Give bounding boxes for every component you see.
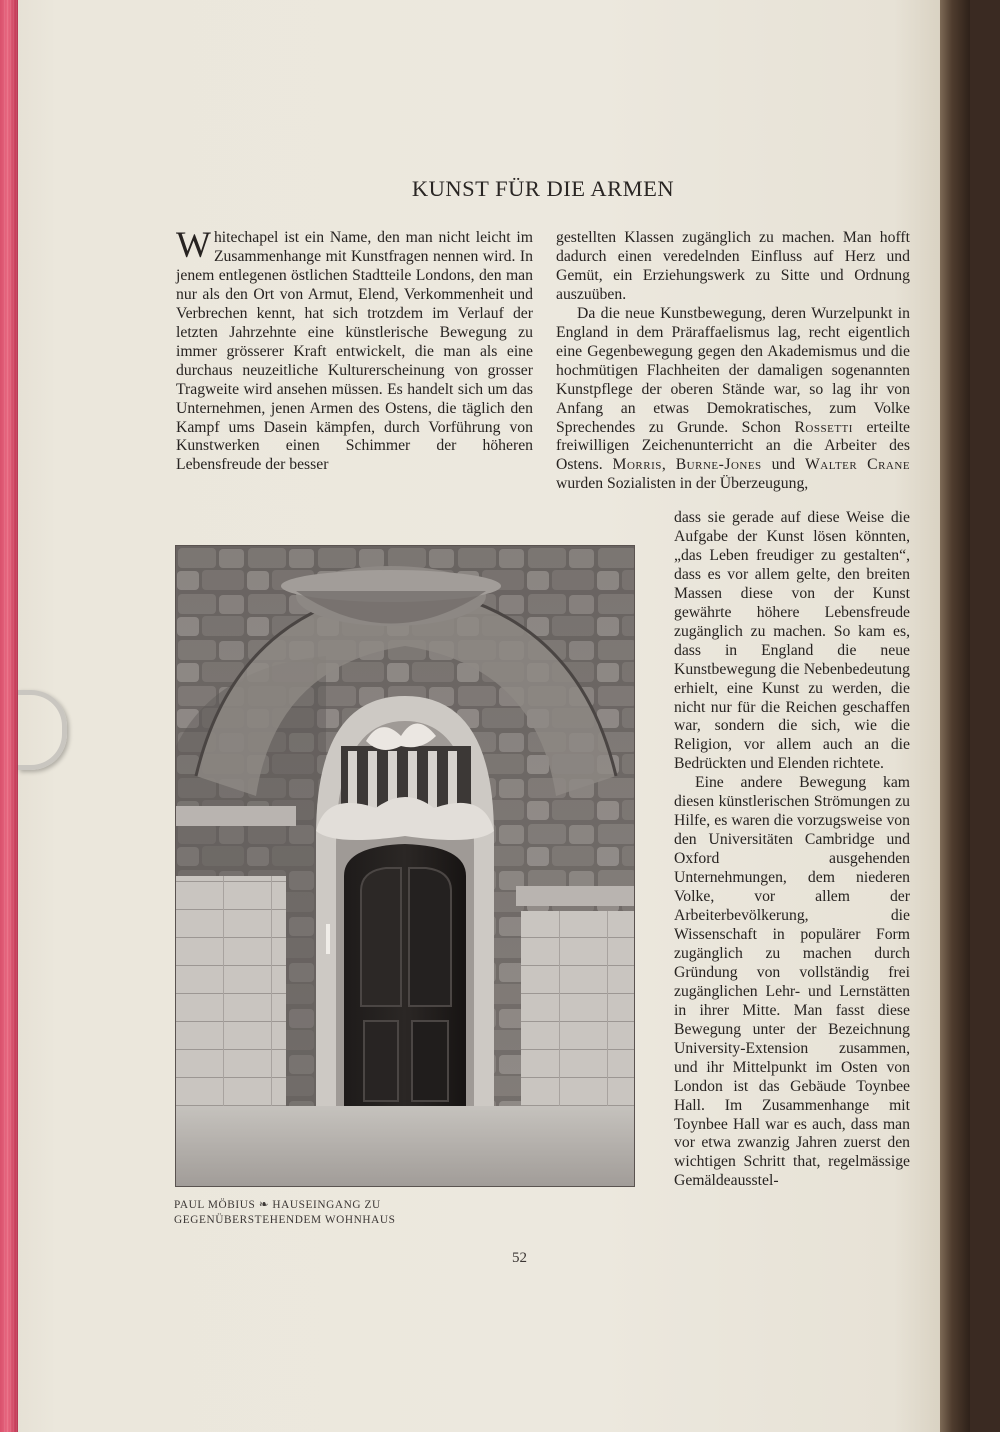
figure-caption [174,1198,434,1227]
name-rossetti: Rossetti [794,418,853,436]
paper-clip [18,690,67,770]
paragraph-1-continuation: gestellten Klassen zugänglich zu machen. Man hofft dadurch einen veredelnden Einfluss auf Herz und Gemüt, ein Erziehungswerk zu Sitte und Ordnung auszuüben. [556,229,910,303]
drop-cap: W [176,225,211,266]
paragraph-3: Eine andere Bewegung kam diesen künstlerischen Strömungen zu Hilfe, es waren die vorzugsweise von den Universitäten Cambridge und Oxford ausgehenden Unternehmungen, dem niederen Volke, vor allem der Arbeiterbevölkerung, die Wissenschaft in populärer Form zugänglich zu machen durch Gründung von vollständig frei zugänglichen Lehr- und Lernstätten in ihrer Mitte. Man fasst diese Bewegung unter der Bezeichnung University-Extension zusammen, und ihr Mittelpunkt im Osten von London ist das Gebäude Toynbee Hall. Im Zusammenhange mit Toynbee Hall war es auch, dass man vor etwa zwanzig Jahren zuerst den wichtigen Schritt that, regelmässige Gemäldeausstel- [674,774,910,1190]
name-burne-jones: Burne-Jones [675,456,762,474]
paragraph-2-start: Da die neue Kunstbewegung, deren Wurzelpunkt in England in dem Präraffaelismus lag, recht eigentlich eine Gegenbewegung gegen den Akademismus und die hochmütigen Flachheiten der damaligen sogenannten Kunstpflege der oberen Stände war, so lag ihr von Anfang an etwas Demokratisches, zum Volke Sprechendes zu Grunde. Schon Rossetti erteilte freiwilligen Zeichenunterricht an die Arbeiter des Ostens. Morris, Burne-Jones und Walter Crane wurden Sozialisten in der Überzeugung, [556,304,911,493]
caption-line-1: PAUL MÖBIUS ❧ HAUSEINGANG ZU [174,1199,381,1211]
left-paragraph-text: hitechapel ist ein Name, den man nicht leicht im Zusammenhange mit Kunstfragen nennen wird. In jenem entlegenen östlichen Stadtteile Londons, den man nur als den Ort von Armut, Elend, Verkommenheit und Verbrechen kennt, hat sich trotzdem im Verlauf der letzten Jahrzehnte eine künstlerische Bewegung zu immer grösserer Kraft entwickelt, die man als eine durchaus neuzeitliche Kulturerscheinung von grosser Tragweite wird ansehen müssen. Es handelt sich um das Unternehmen, jenen Armen des Ostens, die täglich den Kampf ums Dasein kämpfen, durch Vorführung von Kunstwerken einen Schimmer der höheren Lebensfreude der besser [176,229,533,474]
right-text-column-narrow [674,509,910,1191]
doorway-illustration [176,546,634,1186]
name-morris: Morris [612,456,662,474]
paragraph-2-continuation: dass sie gerade auf diese Weise die Aufgabe der Kunst lösen könnten, „das Leben freudiger zu gestalten“, dass es vor allem gelte, den breiten Massen diese von der Kunst gewährte höhere Lebensfreude zugänglich zu machen. So kam es, dass in England die neue Kunstbewegung die Nebenbedeutung erhielt, eine Kunst zu werden, die nicht nur für die Reichen geschaffen war, sondern die sich, wie die Religion, vor allem auch an die Bedrückten und Elenden richtete. [674,509,910,773]
page-right-edge [940,0,970,1432]
caption-line-2: GEGENÜBERSTEHENDEM WOHNHAUS [174,1213,396,1226]
right-text-column-wide [556,229,910,494]
left-paragraph [176,225,533,475]
left-text-column [176,225,533,475]
page-number: 52 [512,1250,527,1266]
spine-texture [4,0,18,1432]
name-walter: Walter [804,456,858,474]
doorway-photograph [175,545,635,1187]
page-title: KUNST FÜR DIE ARMEN [411,176,675,201]
name-crane: Crane [867,456,911,474]
